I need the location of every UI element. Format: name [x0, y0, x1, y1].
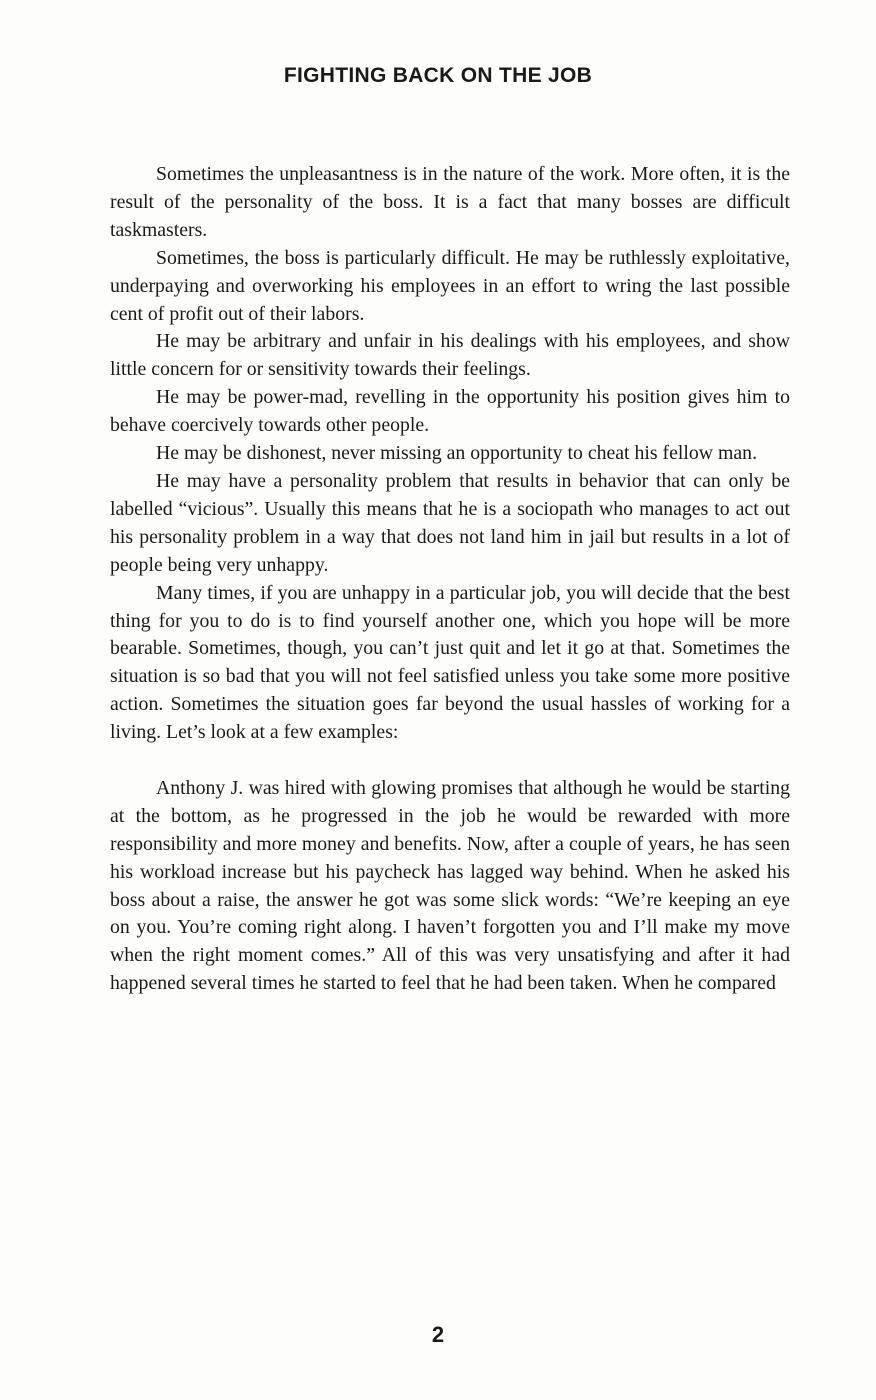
paragraph: He may be power-mad, revelling in the opportunity his position gives him to behave coercively towards other people.	[110, 386, 790, 437]
paragraph: Sometimes the unpleasantness is in the nature of the work. More often, it is the result of the personality of the boss. It is a fact that many bosses are difficult taskmasters.	[110, 163, 790, 241]
running-head: FIGHTING BACK ON THE JOB	[283, 64, 593, 87]
paragraph: He may have a personality problem that results in behavior that can only be labelled “vicious”. Usually this means that he is a sociopath who manages to act out his personality problem in a way that does not land him in jail but results in a lot of people being very unhappy.	[110, 469, 790, 576]
body-text	[110, 161, 790, 998]
example-paragraph: Anthony J. was hired with glowing promises that although he would be starting at the bottom, as he progressed in the job he would be rewarded with more responsibility and more money and benefits. Now, after a couple of years, he has seen his workload increase but his paycheck has lagged way behind. When he asked his boss about a raise, the answer he got was some slick words: “We’re keeping an eye on you. You’re coming right along. I haven’t forgotten you and I’ll make my move when the right moment comes.” All of this was very unsatisfying and after it had happened several times he started to feel that he had been taken. When he compared	[110, 776, 790, 995]
paragraph: He may be arbitrary and unfair in his dealings with his employees, and show little concern for or sensitivity towards their feelings.	[110, 330, 790, 381]
paragraph: He may be dishonest, never missing an opportunity to cheat his fellow man.	[156, 442, 758, 465]
paragraph: Many times, if you are unhappy in a particular job, you will decide that the best thing for you to do is to find yourself another one, which you hope will be more bearable. Sometimes, though, you can’t just quit and let it go at that. Sometimes the situation is so bad that you will not feel satisfied unless you take some more positive action. Sometimes the situation goes far beyond the usual hassles of working for a living. Let’s look at a few examples:	[110, 581, 790, 744]
paragraph: Sometimes, the boss is particularly difficult. He may be ruthlessly exploitative, underpaying and overworking his employees in an effort to wring the last possible cent of profit out of their labors.	[110, 246, 790, 325]
page-number: 2	[431, 1322, 445, 1347]
